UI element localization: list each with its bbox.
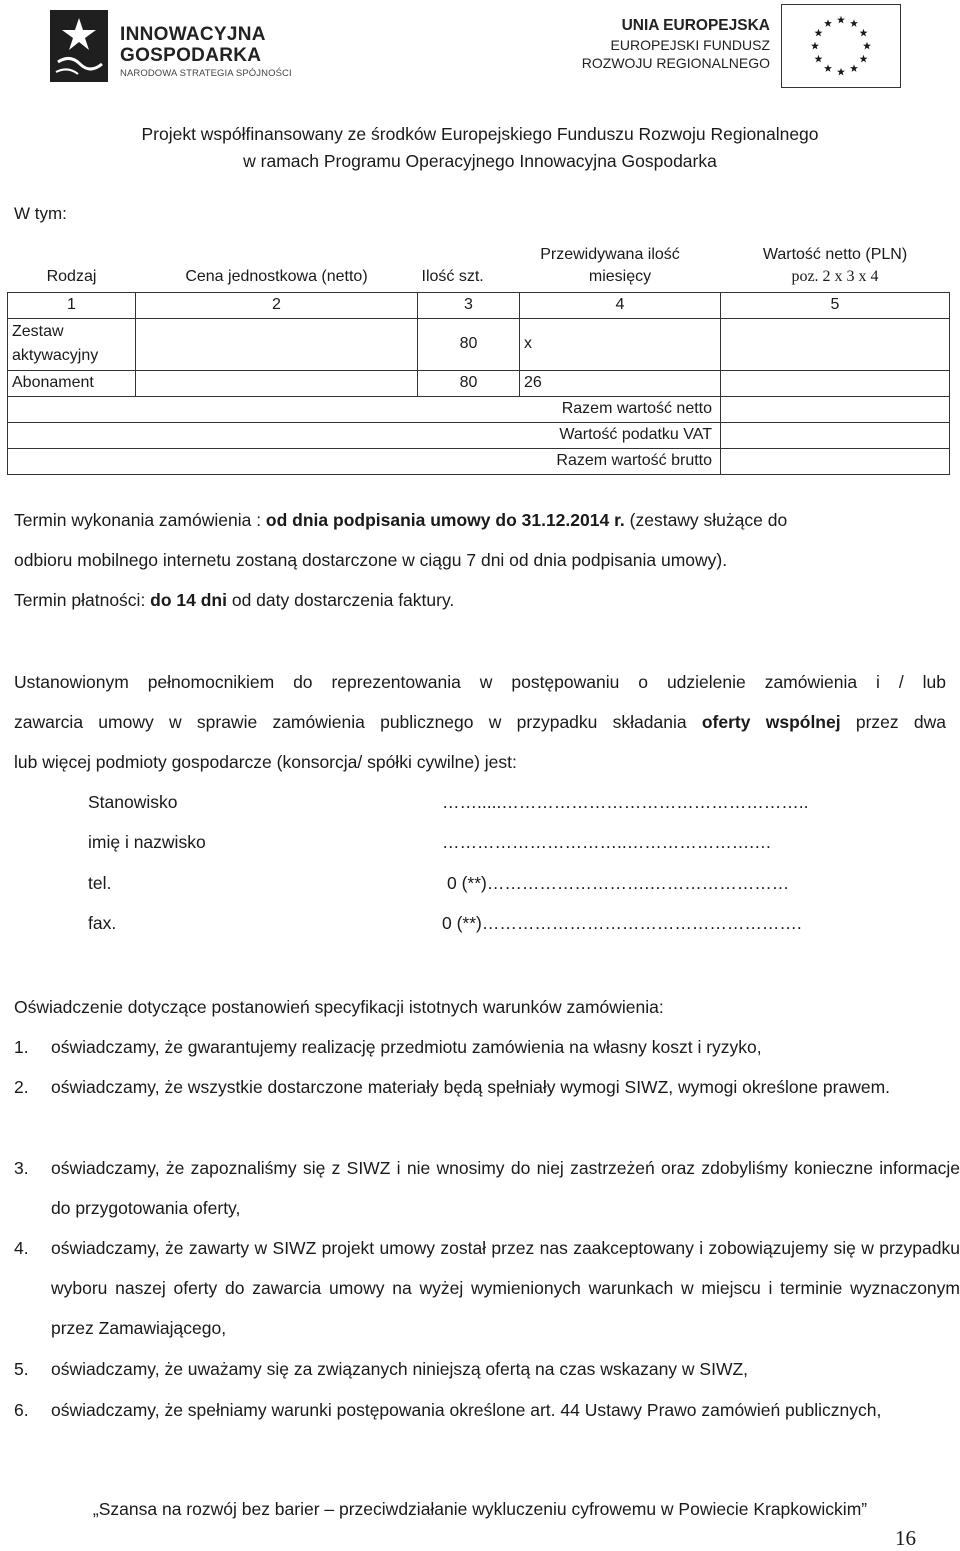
eu-stars-icon (782, 5, 900, 87)
ig-emblem-icon (50, 10, 108, 82)
table-row (8, 318, 950, 370)
column-number-row (8, 292, 950, 318)
representative-line-2: zawarcia umowy w sprawie zamówienia publicznego w przypadku składania oferty wspólnej przez dwa (14, 712, 946, 732)
row-price-cell (136, 370, 418, 396)
row-qty: 80 (418, 318, 520, 370)
eu-star-icon (850, 64, 858, 72)
summary-row (8, 396, 950, 422)
payment-term: do 14 dni (150, 590, 227, 610)
list-item-text: oświadczamy, że zawarty w SIWZ projekt umowy został przez nas zaakceptowany i zobowiązujemy się w przypadku wyboru naszej oferty do zawarcia umowy na wyżej wymienionych warunkach w miejscu i terminie wyznaczonym przez Zamawiającego, (51, 1238, 960, 1338)
column-number: 4 (520, 292, 721, 318)
header-rodzaj: Rodzaj (46, 267, 97, 285)
table-row (8, 370, 950, 396)
summary-value-cell (721, 448, 950, 474)
eu-star-icon (811, 42, 819, 50)
representative-line-3: lub więcej podmioty gospodarcze (konsorcja/ spółki cywilne) jest: (14, 752, 517, 772)
eu-star-icon (850, 19, 858, 27)
eu-star-icon (860, 55, 868, 63)
eu-fund-line-2: ROZWOJU REGIONALNEGO (581, 55, 770, 71)
row-price-cell (136, 318, 418, 370)
terms-deadline: od dnia podpisania umowy do 31.12.2014 r. (265, 510, 625, 530)
field-label-stanowisko: Stanowisko (88, 792, 178, 812)
table-header-row (8, 240, 950, 292)
eu-star-icon (824, 64, 832, 72)
eu-star-icon (837, 68, 845, 76)
terms-line-2: odbioru mobilnego internetu zostaną dostarczone w ciągu 7 dni od dnia podpisania umowy). (14, 550, 728, 570)
column-number: 5 (721, 292, 950, 318)
list-item-number: 3. (14, 1158, 29, 1178)
row-name: Zestaw aktywacyjny (8, 318, 136, 370)
representative-block (14, 662, 946, 782)
field-value-imie: …………………………..………………….… (442, 832, 772, 852)
summary-label: Razem wartość netto (8, 396, 721, 422)
field-value-fax: 0 (**)………………………………………………. (442, 913, 802, 933)
terms-line-3: Termin płatności: do 14 dni od daty dostarczenia faktury. (14, 590, 455, 610)
row-months: x (520, 318, 721, 370)
list-item-number: 1. (14, 1037, 29, 1057)
joint-offer-text: oferty wspólnej (701, 712, 841, 732)
project-heading-line-2: w ramach Programu Operacyjnego Innowacyjna Gospodarka (243, 151, 717, 171)
eu-fund-line: EUROPEJSKI FUNDUSZ (610, 37, 770, 53)
summary-label: Wartość podatku VAT (8, 422, 721, 448)
row-value-cell (721, 370, 950, 396)
footer-slogan: „Szansa na rozwój bez barier – przeciwdziałanie wykluczeniu cyfrowemu w Powiecie Krapkowickim” (92, 1499, 868, 1519)
terms-block (14, 500, 946, 620)
list-item-text: oświadczamy, że spełniamy warunki postępowania określone art. 44 Ustawy Prawo zamówień publicznych, (51, 1400, 882, 1420)
eu-star-icon (824, 19, 832, 27)
declarations-title: Oświadczenie dotyczące postanowień specyfikacji istotnych warunków zamówienia: (14, 997, 664, 1017)
eu-text-block (560, 16, 770, 72)
list-item-number: 2. (14, 1077, 29, 1097)
eu-star-icon (863, 42, 871, 50)
list-item-text: oświadczamy, że gwarantujemy realizację przedmiotu zamówienia na własny koszt i ryzyko, (51, 1037, 762, 1057)
list-item-text: oświadczamy, że wszystkie dostarczone materiały będą spełniały wymogi SIWZ, wymogi określone prawem. (51, 1077, 891, 1097)
summary-value-cell (721, 422, 950, 448)
header-wartosc: Wartość netto (PLN) poz. 2 x 3 x 4 (762, 245, 908, 285)
list-item-number: 4. (14, 1238, 29, 1258)
summary-row (8, 422, 950, 448)
eu-flag-logo (781, 4, 901, 88)
header-ilosc: Ilość szt. (421, 267, 484, 285)
ig-title: INNOWACYJNA GOSPODARKA (120, 24, 266, 66)
project-heading-line-1: Projekt współfinansowany ze środków Europejskiego Funduszu Rozwoju Regionalnego (141, 124, 819, 144)
summary-label: Razem wartość brutto (8, 448, 721, 474)
field-value-tel: 0 (**)……………………….…………………… (447, 873, 790, 893)
summary-row (8, 448, 950, 474)
terms-line-1: Termin wykonania zamówienia : od dnia podpisania umowy do 31.12.2014 r. (zestawy służące do (14, 510, 788, 530)
list-item-text: oświadczamy, że zapoznaliśmy się z SIWZ i nie wnosimy do niej zastrzeżeń oraz zdobyliśmy konieczne informacje do przygotowania oferty, (51, 1158, 960, 1218)
eu-star-icon (814, 29, 822, 37)
list-item-number: 5. (14, 1359, 29, 1379)
list-item-number: 6. (14, 1400, 29, 1420)
column-number: 1 (8, 292, 136, 318)
representative-line-1: Ustanowionym pełnomocnikiem do reprezentowania w postępowaniu o udzielenie zamówienia i / lub (14, 672, 946, 692)
row-months: 26 (520, 370, 721, 396)
price-table (7, 240, 950, 475)
column-number: 2 (136, 292, 418, 318)
innowacyjna-gospodarka-logo (50, 10, 310, 86)
summary-value-cell (721, 396, 950, 422)
row-name: Abonament (8, 370, 136, 396)
row-qty: 80 (418, 370, 520, 396)
header-przewidywana: Przewidywana ilość miesięcy (540, 245, 680, 285)
eu-star-icon (814, 55, 822, 63)
ig-subtitle: NARODOWA STRATEGIA SPÓJNOŚCI (120, 68, 292, 79)
page-number: 16 (895, 1526, 916, 1550)
header-cena: Cena jednostkowa (netto) (185, 267, 368, 285)
column-number: 3 (418, 292, 520, 318)
row-value-cell (721, 318, 950, 370)
field-label-fax: fax. (88, 913, 117, 933)
field-label-tel: tel. (88, 873, 112, 893)
eu-star-icon (837, 16, 845, 24)
field-label-imie: imię i nazwisko (88, 832, 206, 852)
eu-title: UNIA EUROPEJSKA (621, 17, 770, 34)
eu-star-icon (860, 29, 868, 37)
w-tym-label: W tym: (14, 204, 67, 223)
list-item-text: oświadczamy, że uważamy się za związanych niniejszą ofertą na czas wskazany w SIWZ, (51, 1359, 749, 1379)
field-value-stanowisko: …….....…………………………………………….. (442, 792, 809, 812)
